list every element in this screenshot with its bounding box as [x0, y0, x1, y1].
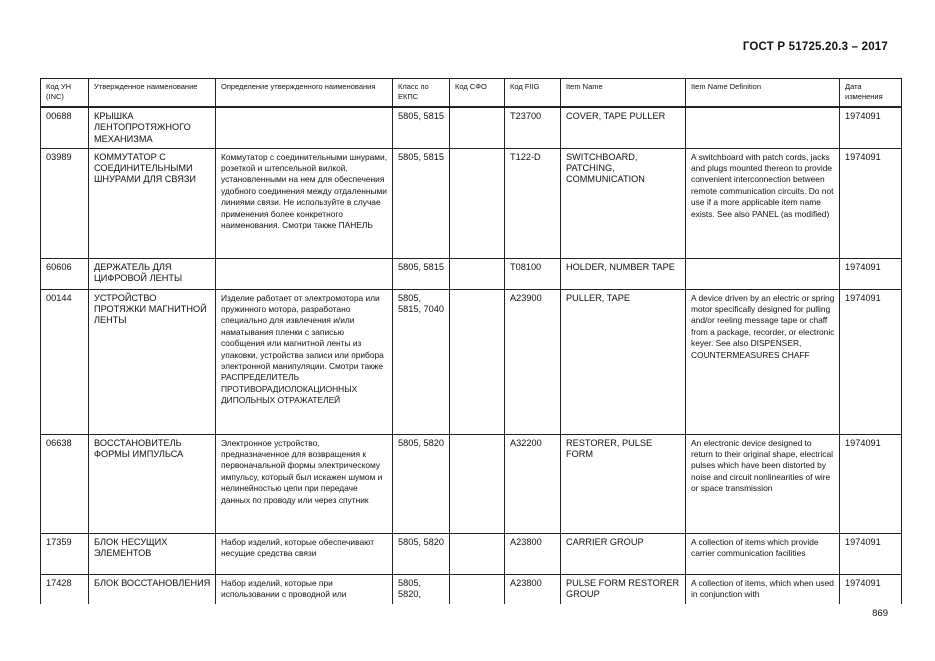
cell-date: 1974091 — [840, 289, 902, 434]
cell-sfo — [450, 434, 505, 533]
cell-definition: Электронное устройство, предназначенное для возвращения к первоначальной формы электрическому импульсу, который был искажен шумом и нелинейностью цепи при передаче данных по проводу или через спутник — [216, 434, 393, 533]
cell-code: 00688 — [41, 107, 89, 148]
cell-name: КОММУТАТОР С СОЕДИНИТЕЛЬНЫМИ ШНУРАМИ ДЛЯ СВЯЗИ — [89, 148, 216, 258]
table-row — [41, 258, 902, 289]
cell-code: 00144 — [41, 289, 89, 434]
cell-fiig: T23700 — [505, 107, 561, 148]
cell-item-name: CARRIER GROUP — [561, 533, 686, 574]
cell-name: БЛОК ВОССТАНОВЛЕНИЯ — [89, 574, 216, 604]
cell-ekps: 5805, 5820, — [393, 574, 450, 604]
page-number: 869 — [872, 608, 888, 619]
table-row — [41, 107, 902, 148]
cell-item-definition — [686, 258, 840, 289]
cell-fiig: T08100 — [505, 258, 561, 289]
cell-sfo — [450, 148, 505, 258]
cell-date: 1974091 — [840, 107, 902, 148]
cell-item-name: PULSE FORM RESTORER GROUP — [561, 574, 686, 604]
col-header-change-date: Дата изменения — [840, 79, 902, 108]
cell-ekps: 5805, 5820 — [393, 434, 450, 533]
cell-date: 1974091 — [840, 434, 902, 533]
cell-code: 17359 — [41, 533, 89, 574]
cell-definition: Коммутатор с соединительными шнурами, розеткой и штепсельной вилкой, установленными на нем для обеспечения удобного соединения между отдаленными линиями связи. Не используйте в случае применения более конкретного наименования. Смотри также ПАНЕЛЬ — [216, 148, 393, 258]
cell-date: 1974091 — [840, 148, 902, 258]
table-row — [41, 148, 902, 258]
cell-definition: Изделие работает от электромотора или пружинного мотора, разработано специально для извлечения и/или наматывания пленки с записью сообщения или магнитной ленты из упаковки, устройства записи или прибора электронной манипуляции. Смотри также РАСПРЕДЕЛИТЕЛЬ ПРОТИВОРАДИОЛОКАЦИОННЫХ ДИПОЛЬНЫХ ОТРАЖАТЕЛЕЙ — [216, 289, 393, 434]
cell-name: БЛОК НЕСУЩИХ ЭЛЕМЕНТОВ — [89, 533, 216, 574]
cell-date: 1974091 — [840, 574, 902, 604]
cell-ekps: 5805, 5815 — [393, 107, 450, 148]
table-row — [41, 434, 902, 533]
cell-ekps: 5805, 5815 — [393, 258, 450, 289]
cell-fiig: A23900 — [505, 289, 561, 434]
cell-definition — [216, 258, 393, 289]
col-header-sfo-code: Код СФО — [450, 79, 505, 108]
cell-sfo — [450, 107, 505, 148]
col-header-definition: Определение утвержденного наименования — [216, 79, 393, 108]
cell-name: ДЕРЖАТЕЛЬ ДЛЯ ЦИФРОВОЙ ЛЕНТЫ — [89, 258, 216, 289]
cell-definition: Набор изделий, которые при использовании с проводной или — [216, 574, 393, 604]
cell-name: КРЫШКА ЛЕНТОПРОТЯЖНОГО МЕХАНИЗМА — [89, 107, 216, 148]
cell-item-name: RESTORER, PULSE FORM — [561, 434, 686, 533]
cell-sfo — [450, 533, 505, 574]
cell-ekps: 5805, 5815, 7040 — [393, 289, 450, 434]
cell-item-definition — [686, 107, 840, 148]
cell-item-definition: A device driven by an electric or spring motor specifically designed for pulling and/or reeling message tape or chaff from a package, recorder, or electronic keyer. See also DISPENSER, COUNTERMEASURES CHAFF — [686, 289, 840, 434]
col-header-inc: Код УН (INC) — [41, 79, 89, 108]
col-header-fiig-code: Код FIIG — [505, 79, 561, 108]
col-header-item-name-definition: Item Name Definition — [686, 79, 840, 108]
cell-date: 1974091 — [840, 258, 902, 289]
cell-definition: Набор изделий, которые обеспечивают несущие средства связи — [216, 533, 393, 574]
cell-sfo — [450, 289, 505, 434]
cell-code: 03989 — [41, 148, 89, 258]
cell-item-definition: An electronic device designed to return to their original shape, electrical pulses which have been distorted by noise and circuit nonlinearities of wire or space transmission — [686, 434, 840, 533]
cell-item-definition: A collection of items which provide carrier communication facilities — [686, 533, 840, 574]
cell-item-definition: A switchboard with patch cords, jacks and plugs mounted thereon to provide convenient interconnection between remote communication circuits. Do not use if a more applicable item name exists. See also PANEL (as modified) — [686, 148, 840, 258]
cell-code: 17428 — [41, 574, 89, 604]
col-header-approved-name: Утвержденное наименование — [89, 79, 216, 108]
cell-item-name: HOLDER, NUMBER TAPE — [561, 258, 686, 289]
col-header-item-name: Item Name — [561, 79, 686, 108]
cell-ekps: 5805, 5820 — [393, 533, 450, 574]
cell-code: 06638 — [41, 434, 89, 533]
cell-fiig: A23800 — [505, 533, 561, 574]
table-row — [41, 289, 902, 434]
cell-item-name: COVER, TAPE PULLER — [561, 107, 686, 148]
cell-ekps: 5805, 5815 — [393, 148, 450, 258]
cell-sfo — [450, 574, 505, 604]
cell-name: ВОССТАНОВИТЕЛЬ ФОРМЫ ИМПУЛЬСА — [89, 434, 216, 533]
cell-fiig: A32200 — [505, 434, 561, 533]
cell-definition — [216, 107, 393, 148]
cell-code: 60606 — [41, 258, 89, 289]
col-header-ekps-class: Класс по ЕКПС — [393, 79, 450, 108]
cell-sfo — [450, 258, 505, 289]
cell-fiig: T122-D — [505, 148, 561, 258]
cell-item-name: SWITCHBOARD, PATCHING, COMMUNICATION — [561, 148, 686, 258]
cell-item-name: PULLER, TAPE — [561, 289, 686, 434]
table-row — [41, 574, 902, 604]
table-header-row — [41, 79, 902, 108]
document-code: ГОСТ Р 51725.20.3 – 2017 — [742, 41, 888, 53]
cell-fiig: A23800 — [505, 574, 561, 604]
cell-date: 1974091 — [840, 533, 902, 574]
cell-name: УСТРОЙСТВО ПРОТЯЖКИ МАГНИТНОЙ ЛЕНТЫ — [89, 289, 216, 434]
cell-item-definition: A collection of items, which when used in conjunction with — [686, 574, 840, 604]
classification-table — [40, 78, 902, 604]
table-row — [41, 533, 902, 574]
